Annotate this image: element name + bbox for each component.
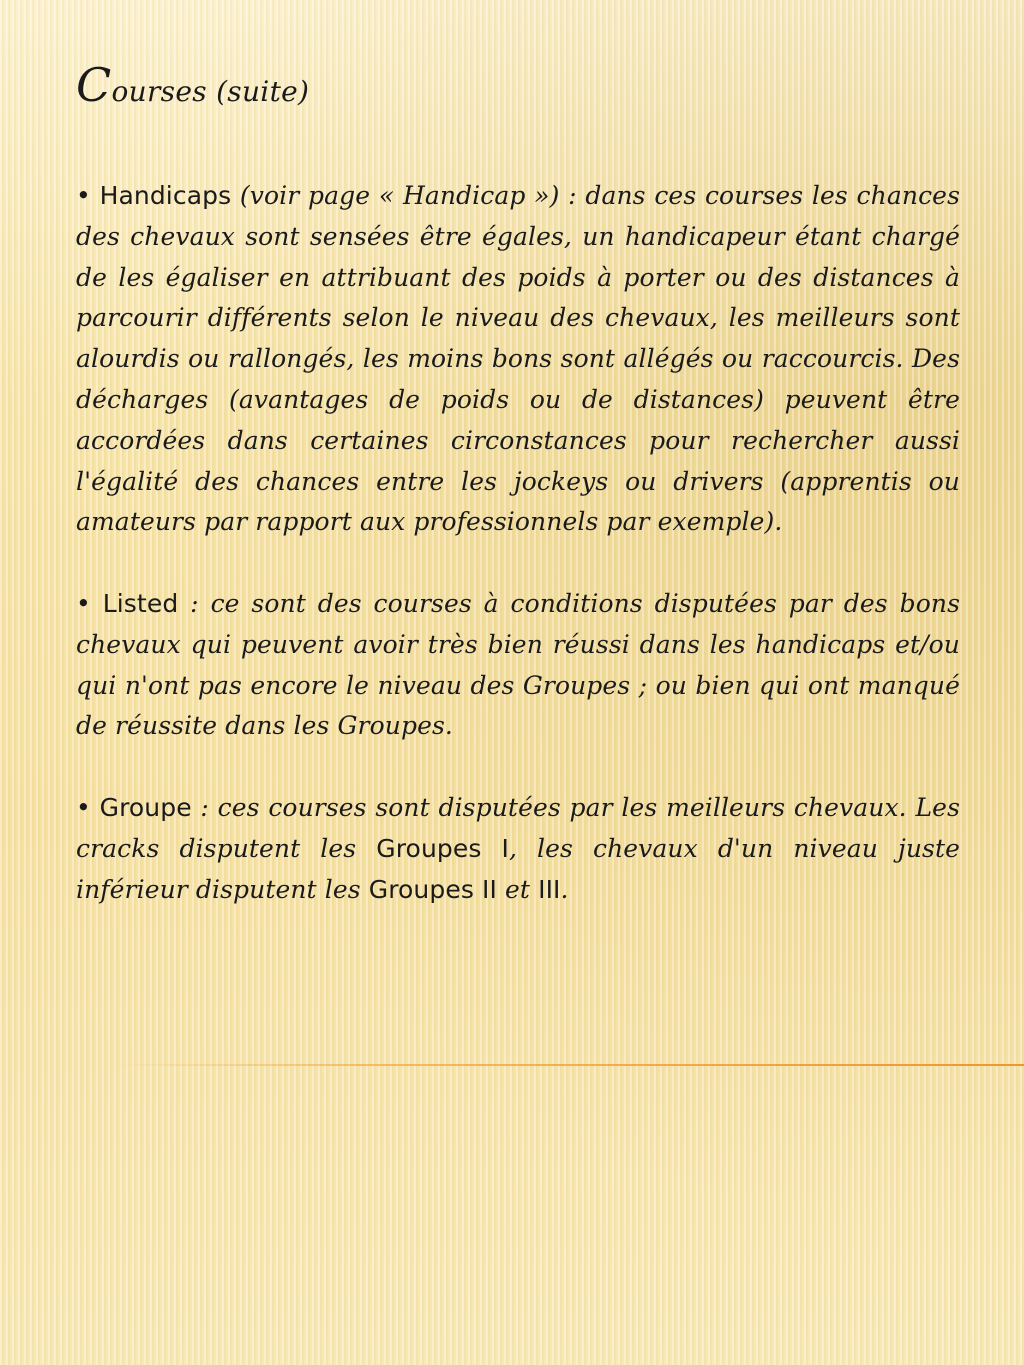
bullet-icon: •: [76, 792, 91, 822]
term-listed: Listed: [102, 588, 179, 618]
paragraph-groupe: [76, 788, 960, 910]
title-rest: ourses (suite): [111, 75, 310, 108]
term-iii: III: [538, 874, 561, 904]
listed-text: : ce sont des courses à conditions disputées par des bons chevaux qui peuvent avoir très bien réussi dans les handicaps et/ou qui n'ont pas encore le niveau des Groupes ; ou bien qui ont manqué de réussite dans les Groupes.: [76, 588, 960, 741]
paragraph-listed: [76, 584, 960, 747]
groupe-text-3: et: [496, 874, 539, 904]
title-initial: C: [76, 58, 112, 112]
slide-title: [76, 58, 310, 112]
slide-body: [76, 176, 960, 951]
footer-divider-line: [110, 1064, 1024, 1066]
term-groupes-i: Groupes I: [376, 833, 509, 863]
handicaps-text: (voir page « Handicap ») : dans ces courses les chances des chevaux sont sensées être égales, un handicapeur étant chargé de les égaliser en attribuant des poids à porter ou des distances à parcourir différents selon le niveau des chevaux, les meilleurs sont alourdis ou rallongés, les moins bons sont allégés ou raccourcis. Des décharges (avantages de poids ou de distances) peuvent être accordées dans certaines circonstances pour rechercher aussi l'égalité des chances entre les jockeys ou drivers (apprentis ou amateurs par rapport aux professionnels par exemple).: [76, 181, 960, 537]
bullet-icon: •: [76, 588, 91, 618]
term-groupes-ii: Groupes II: [368, 874, 497, 904]
bullet-icon: •: [76, 181, 91, 210]
groupe-text-1: : ces courses sont disputées par les meilleurs chevaux. Les cracks disputent les: [76, 792, 960, 863]
groupe-text-4: .: [560, 874, 569, 904]
term-handicaps: Handicaps: [99, 181, 232, 210]
paragraph-handicaps: [76, 176, 960, 543]
term-groupe: Groupe: [99, 792, 192, 822]
groupe-text-2: , les chevaux d'un niveau juste inférieur disputent les: [76, 833, 960, 904]
